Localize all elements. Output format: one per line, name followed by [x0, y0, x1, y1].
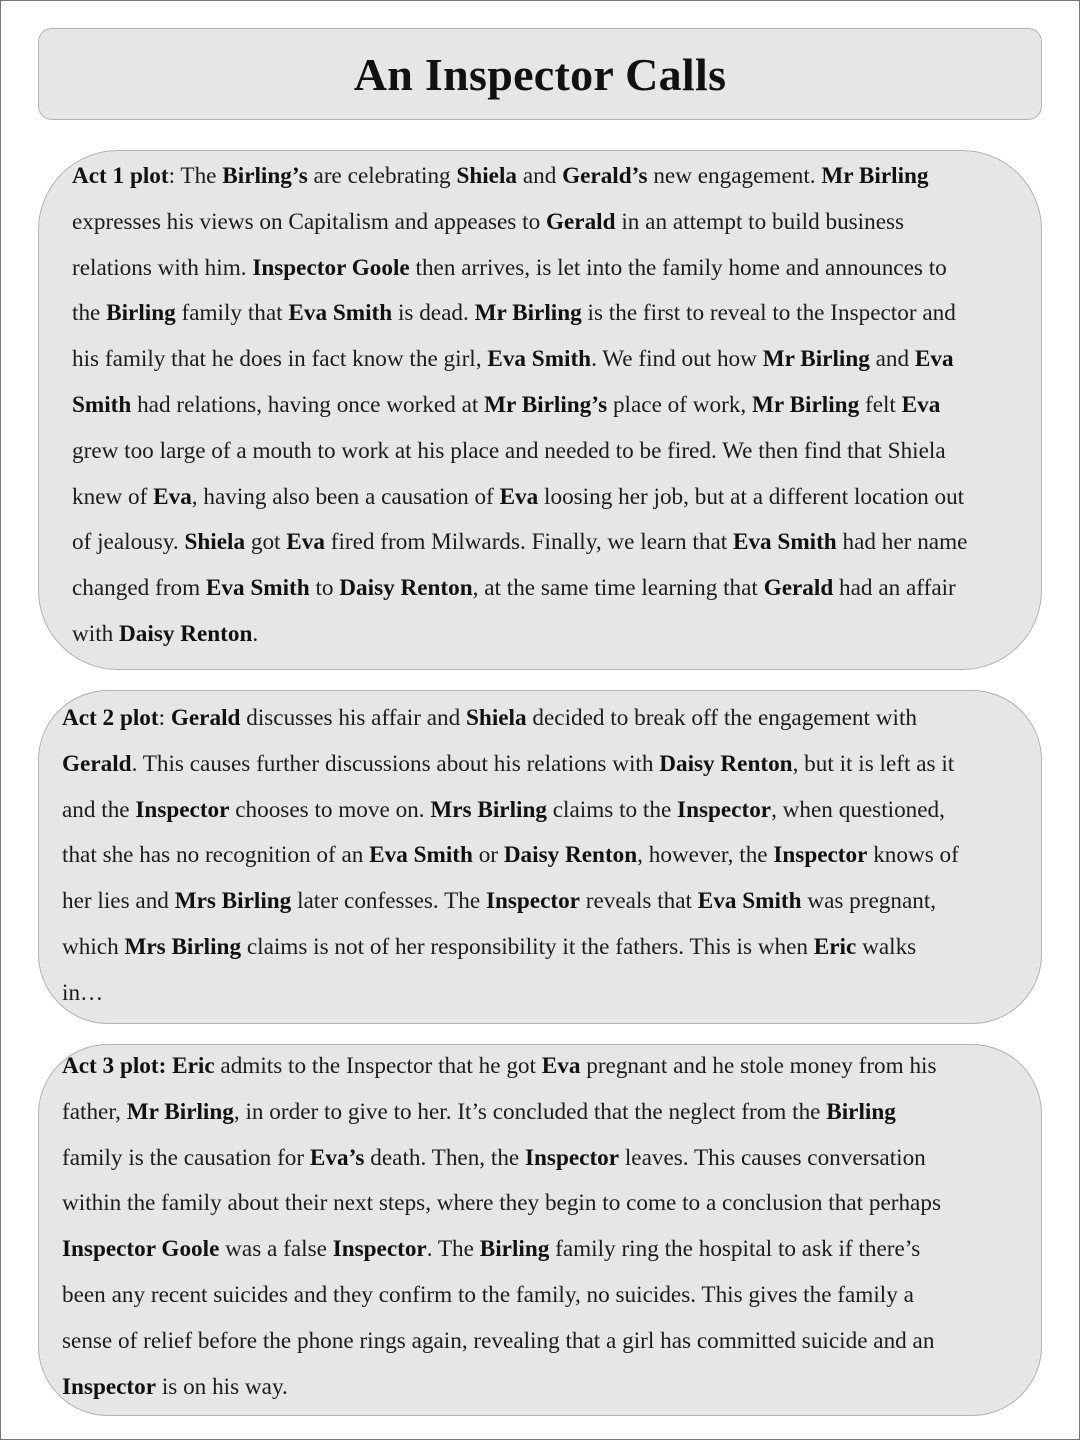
act-1-line: [72, 475, 967, 521]
bold-text: Eva Smith: [732, 529, 837, 556]
act-3-line: [62, 1227, 941, 1273]
body-text: fired from Milwards. Finally, we learn that: [324, 529, 733, 556]
body-text: leaves. This causes conversation: [619, 1144, 926, 1171]
bold-text: Eva: [914, 346, 954, 373]
bold-text: Eva Smith: [697, 888, 802, 915]
body-text: grew too large of a mouth to work at his place and needed to be fired. We then find that Shiela: [72, 437, 946, 464]
body-text: in…: [62, 979, 104, 1006]
body-text: was a false: [219, 1236, 333, 1263]
body-text: . We find out how: [591, 346, 763, 373]
bold-text: Mr Birling’s: [484, 391, 608, 418]
body-text: : The: [168, 163, 223, 189]
bold-text: Inspector: [677, 796, 772, 823]
act-3-line: [62, 1273, 941, 1319]
body-text: and: [869, 346, 915, 373]
body-text: had an affair: [833, 575, 956, 602]
bold-text: Eva: [286, 529, 325, 556]
bold-text: Inspector Goole: [252, 254, 410, 281]
bold-text: Gerald: [545, 208, 616, 235]
act-2-line: [62, 971, 959, 1017]
bold-text: Birling: [106, 300, 176, 327]
bold-text: Inspector: [485, 888, 580, 915]
bold-text: Daisy Renton: [659, 750, 793, 777]
bold-text: Mr Birling: [821, 163, 929, 189]
body-text: claims is not of her responsibility it the fathers. This is when: [241, 933, 814, 960]
body-text: , in order to give to her. It’s concluded that the neglect from the: [233, 1098, 827, 1125]
body-text: :: [158, 705, 171, 731]
bold-text: Daisy Renton: [503, 842, 638, 869]
body-text: within the family about their next steps, where they begin to come to a conclusion that perhaps: [62, 1190, 941, 1217]
body-text: .: [252, 620, 259, 647]
body-text: to: [309, 575, 340, 602]
body-text: of jealousy.: [72, 529, 185, 556]
body-text: pregnant and he stole money from his: [580, 1053, 937, 1079]
body-text: her lies and: [62, 888, 175, 915]
act-3-line: [62, 1136, 941, 1182]
bold-text: Inspector: [773, 842, 868, 869]
bold-text: Gerald: [763, 575, 834, 602]
bold-text: Eva: [153, 483, 192, 510]
body-text: walks: [856, 933, 917, 960]
body-text: . This causes further discussions about his relations with: [131, 750, 660, 777]
act-1-line: [72, 383, 967, 429]
body-text: claims to the: [546, 796, 678, 823]
bold-text: Mrs Birling: [174, 888, 292, 915]
act-2-line: [62, 696, 959, 742]
body-text: , at the same time learning that: [472, 575, 764, 602]
bold-text: Eva Smith: [487, 346, 592, 373]
body-text: was pregnant,: [801, 888, 937, 915]
body-text: then arrives, is let into the family home and announces to: [409, 254, 947, 281]
act-3-line: [62, 1319, 941, 1365]
bold-text: Inspector: [332, 1236, 427, 1263]
bold-text: Daisy Renton: [119, 620, 253, 647]
body-text: changed from: [72, 575, 206, 602]
bold-text: Act 1 plot: [72, 163, 169, 189]
body-text: reveals that: [579, 888, 698, 915]
body-text: discusses his affair and: [240, 705, 467, 731]
body-text: or: [472, 842, 504, 869]
bold-text: Eric: [813, 933, 857, 960]
body-text: decided to break off the engagement with: [526, 705, 917, 731]
bold-text: Shiela: [466, 705, 527, 731]
bold-text: Mr Birling: [762, 346, 870, 373]
bold-text: Birling: [479, 1236, 550, 1263]
body-text: knew of: [72, 483, 154, 510]
bold-text: Inspector: [525, 1144, 620, 1171]
act-3-line: [62, 1044, 941, 1090]
bold-text: Mr Birling: [752, 391, 860, 418]
bold-text: Mr Birling: [474, 300, 582, 327]
body-text: had her name: [836, 529, 968, 556]
act-1-line: [72, 246, 967, 292]
body-text: chooses to move on.: [229, 796, 431, 823]
bold-text: Act 3 plot: Eric: [62, 1053, 215, 1079]
bold-text: Daisy Renton: [339, 575, 473, 602]
body-text: and the: [62, 796, 136, 823]
body-text: , however, the: [637, 842, 774, 869]
bold-text: Inspector Goole: [62, 1236, 220, 1263]
bold-text: Gerald: [170, 705, 241, 731]
bold-text: Eva Smith: [288, 300, 393, 327]
act-1-line: [72, 291, 967, 337]
body-text: father,: [62, 1098, 127, 1125]
body-text: family ring the hospital to ask if there’s: [549, 1236, 921, 1263]
act-1-line: [72, 429, 967, 475]
bold-text: Act 2 plot: [62, 705, 159, 731]
body-text: that she has no recognition of an: [62, 842, 370, 869]
body-text: place of work,: [607, 391, 753, 418]
bold-text: Inspector: [135, 796, 230, 823]
act-2-text: [62, 696, 959, 1017]
act-1-text: [72, 154, 967, 658]
body-text: new engagement.: [647, 163, 822, 189]
body-text: loosing her job, but at a different location out: [538, 483, 965, 510]
body-text: , having also been a causation of: [191, 483, 500, 510]
body-text: . The: [426, 1236, 480, 1263]
body-text: knows of: [867, 842, 959, 869]
body-text: and: [517, 163, 563, 189]
page-title: An Inspector Calls: [353, 48, 727, 100]
act-1-line: [72, 154, 967, 200]
body-text: is dead.: [392, 300, 475, 327]
body-text: is the first to reveal to the Inspector and: [581, 300, 956, 327]
act-2-line: [62, 742, 959, 788]
body-text: are celebrating: [307, 163, 457, 189]
bold-text: Eva Smith: [205, 575, 310, 602]
title-banner: [38, 28, 1042, 120]
body-text: , when questioned,: [771, 796, 945, 823]
body-text: his family that he does in fact know the girl,: [72, 346, 488, 373]
bold-text: Eva’s: [309, 1144, 365, 1171]
body-text: with: [72, 620, 120, 647]
bold-text: Birling: [826, 1098, 896, 1125]
body-text: in an attempt to build business: [615, 208, 905, 235]
bold-text: Mrs Birling: [124, 933, 242, 960]
body-text: felt: [859, 391, 902, 418]
act-2-line: [62, 788, 959, 834]
body-text: death. Then, the: [364, 1144, 526, 1171]
act-1-line: [72, 337, 967, 383]
bold-text: Eva: [901, 391, 941, 418]
bold-text: Eva: [541, 1053, 581, 1079]
bold-text: Shiela: [456, 163, 518, 189]
body-text: relations with him.: [72, 254, 253, 281]
act-1-line: [72, 566, 967, 612]
bold-text: Shiela: [184, 529, 246, 556]
act-3-text: [62, 1044, 941, 1410]
body-text: family that: [175, 300, 289, 327]
act-3-line: [62, 1181, 941, 1227]
body-text: later confesses. The: [291, 888, 486, 915]
body-text: is on his way.: [156, 1373, 288, 1400]
body-text: got: [245, 529, 287, 556]
body-text: family is the causation for: [62, 1144, 310, 1171]
bold-text: Mr Birling: [126, 1098, 234, 1125]
body-text: which: [62, 933, 125, 960]
act-2-line: [62, 833, 959, 879]
body-text: had relations, having once worked at: [131, 391, 485, 418]
act-2-line: [62, 879, 959, 925]
bold-text: Eva Smith: [369, 842, 473, 869]
bold-text: Gerald: [62, 750, 132, 777]
body-text: , but it is left as it: [792, 750, 955, 777]
bold-text: Birling’s: [222, 163, 308, 189]
act-2-line: [62, 925, 959, 971]
bold-text: Smith: [72, 391, 132, 418]
body-text: been any recent suicides and they confirm to the family, no suicides. This gives the family a: [62, 1281, 914, 1308]
body-text: expresses his views on Capitalism and appeases to: [72, 208, 546, 235]
act-1-line: [72, 520, 967, 566]
act-1-line: [72, 612, 967, 658]
body-text: the: [72, 300, 107, 327]
bold-text: Mrs Birling: [430, 796, 547, 823]
body-text: sense of relief before the phone rings again, revealing that a girl has committed suicide and an: [62, 1327, 935, 1354]
bold-text: Eva: [499, 483, 539, 510]
bold-text: Gerald’s: [562, 163, 648, 189]
act-3-line: [62, 1365, 941, 1411]
bold-text: Inspector: [62, 1373, 157, 1400]
act-3-line: [62, 1090, 941, 1136]
act-1-line: [72, 200, 967, 246]
body-text: admits to the Inspector that he got: [214, 1053, 542, 1079]
